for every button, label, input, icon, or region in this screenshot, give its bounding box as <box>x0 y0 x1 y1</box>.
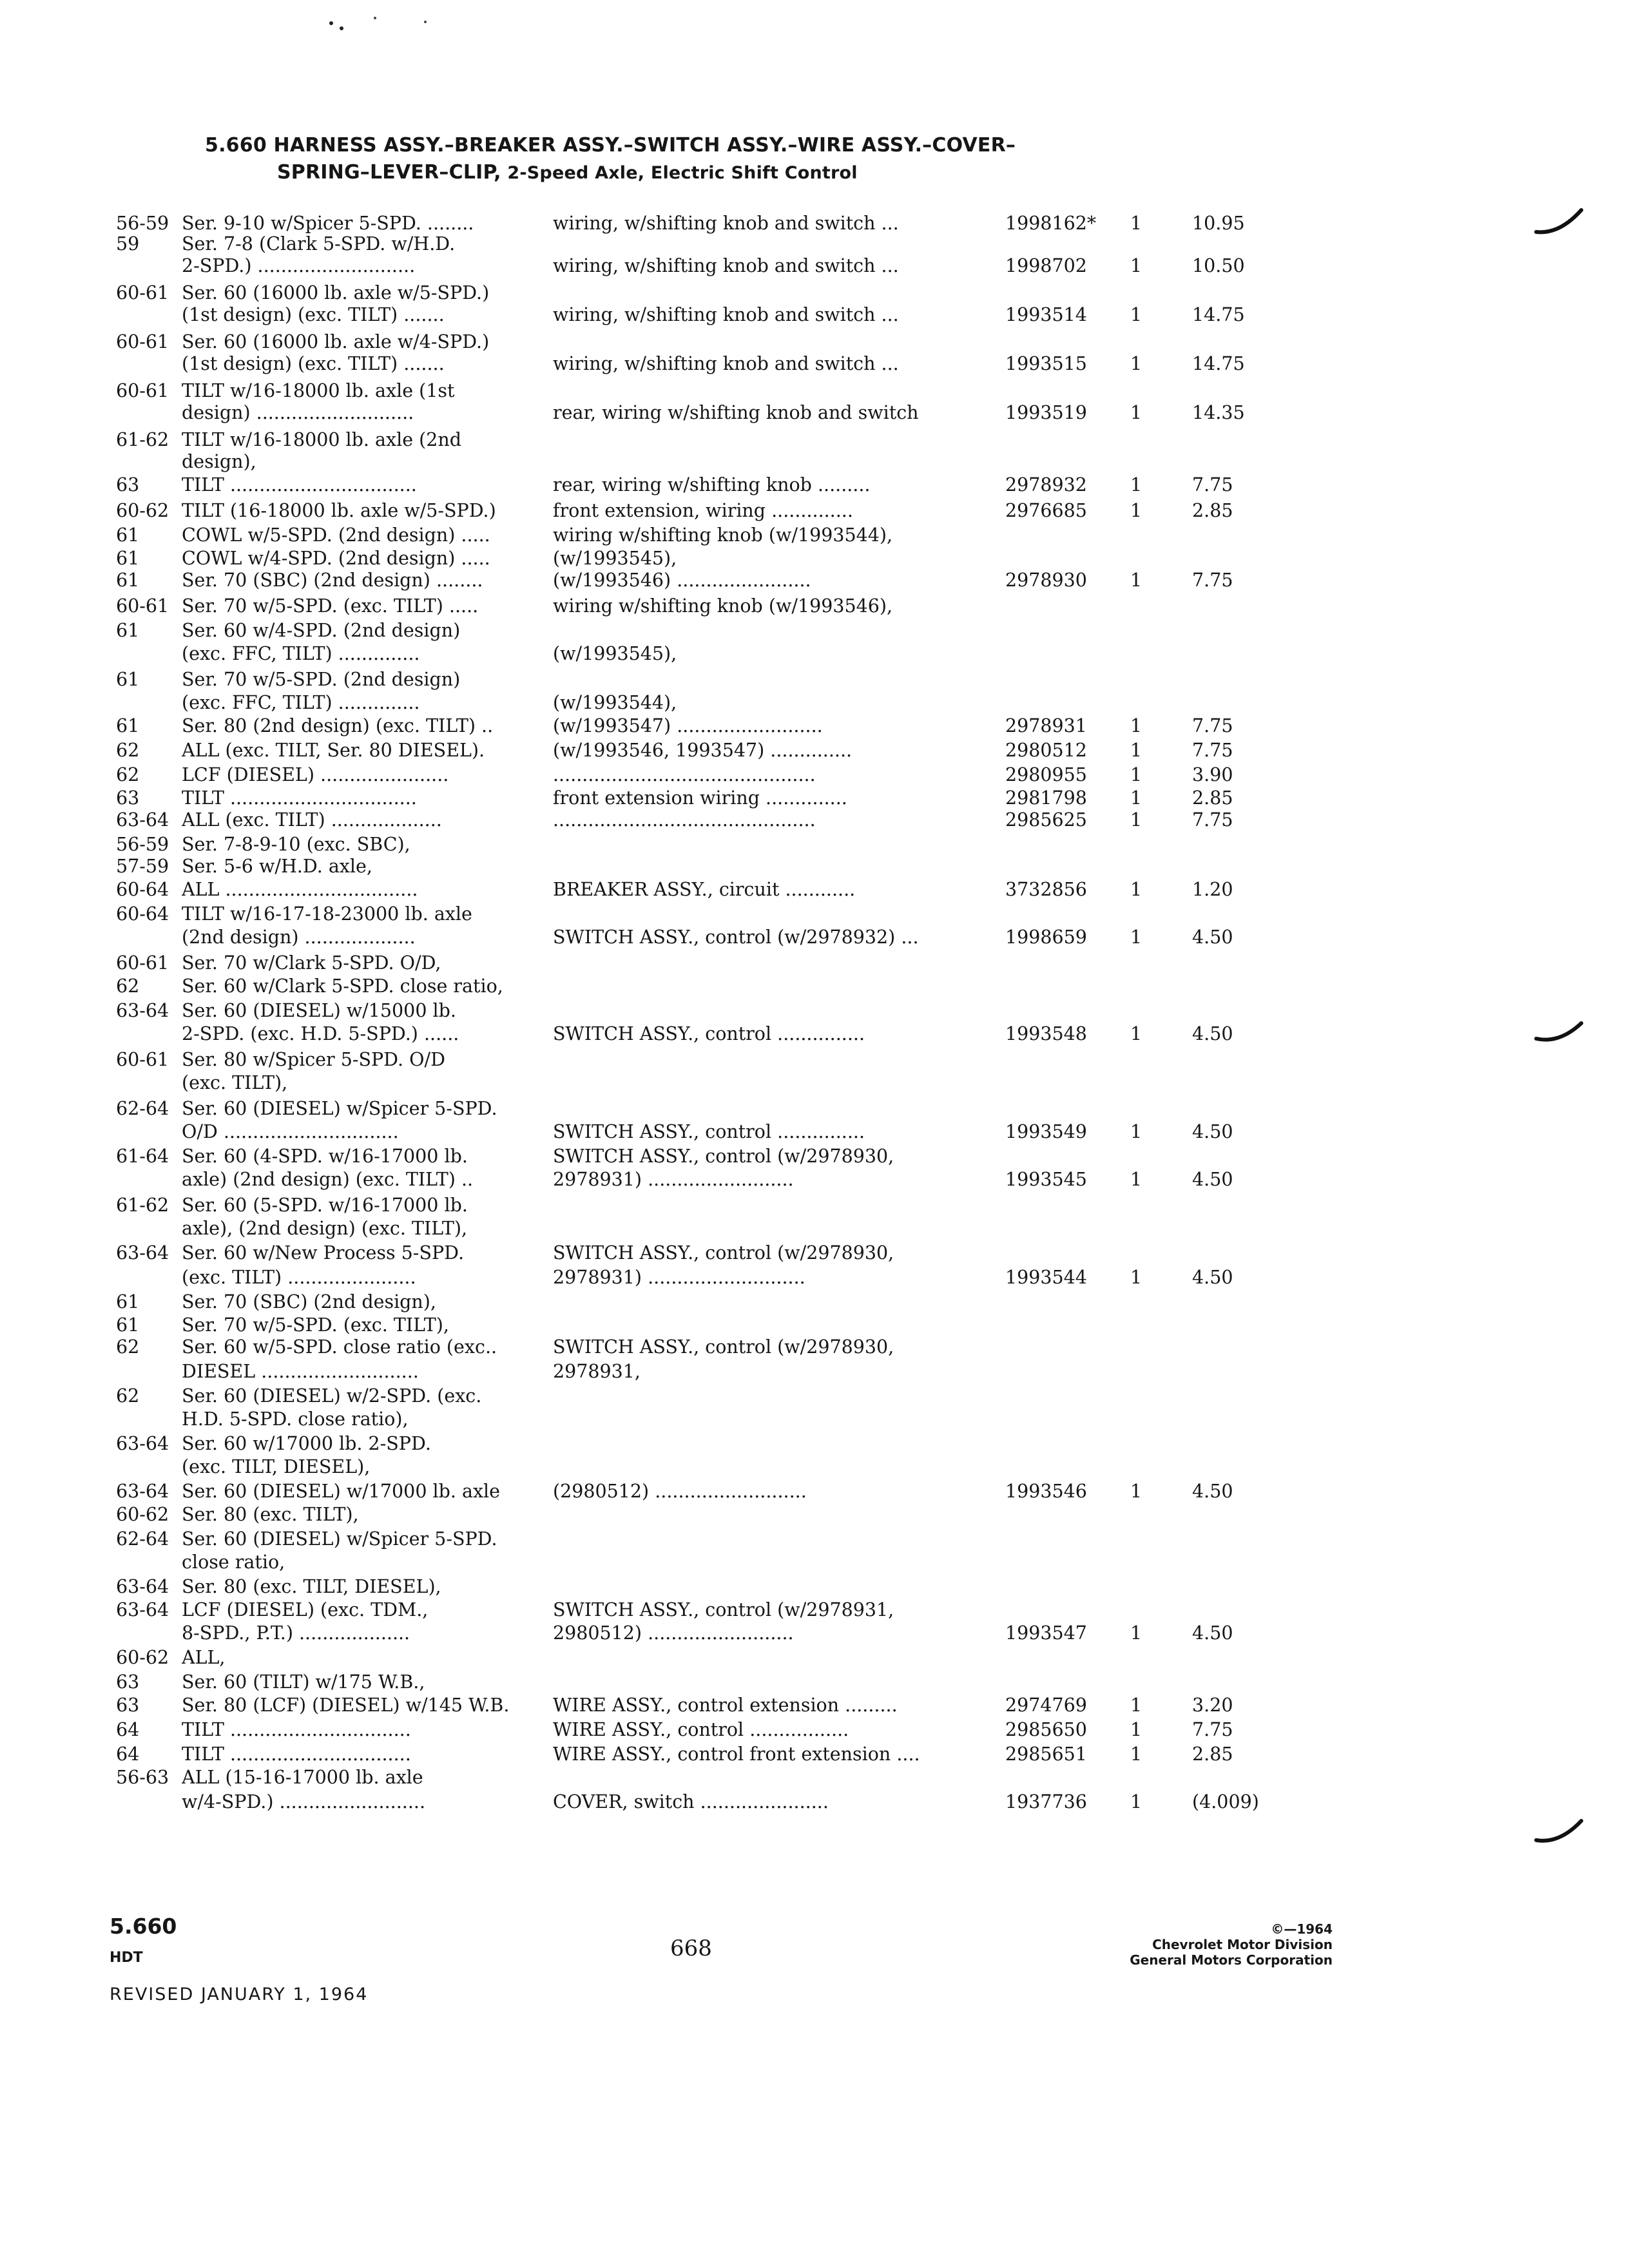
row-quantity: 1 <box>1130 255 1142 276</box>
row-application: Ser. 9-10 w/Spicer 5-SPD. ........ <box>182 213 474 234</box>
row-description: front extension wiring .............. <box>553 787 847 809</box>
row-years: 63-64 <box>116 1599 169 1620</box>
row-description: COVER, switch ...................... <box>553 1791 829 1812</box>
row-description: (w/1993545), <box>553 643 677 664</box>
row-application: (exc. TILT), <box>182 1072 288 1093</box>
row-application: Ser. 60 (DIESEL) w/Spicer 5-SPD. <box>182 1098 497 1119</box>
row-quantity: 1 <box>1130 715 1142 736</box>
row-years: 60-62 <box>116 500 169 521</box>
row-price: 14.75 <box>1192 304 1245 325</box>
row-application: design), <box>182 451 256 472</box>
row-price: 3.90 <box>1192 764 1233 785</box>
row-application: Ser. 80 (exc. TILT, DIESEL), <box>182 1576 441 1597</box>
row-application: Ser. 60 w/New Process 5-SPD. <box>182 1242 465 1264</box>
row-description: wiring, w/shifting knob and switch ... <box>553 255 899 276</box>
row-price: 14.35 <box>1192 402 1245 423</box>
row-price: 2.85 <box>1192 500 1233 521</box>
row-description: SWITCH ASSY., control ............... <box>553 1121 865 1142</box>
title-line2-bold: SPRING–LEVER–CLIP, <box>277 161 501 184</box>
copyright-corporation: General Motors Corporation <box>1130 1952 1333 1968</box>
row-years: 62 <box>116 764 140 785</box>
row-application: ALL (exc. TILT, Ser. 80 DIESEL). <box>182 740 485 761</box>
row-years: 62 <box>116 1336 140 1358</box>
row-price: 3.20 <box>1192 1695 1233 1716</box>
row-years: 56-59 <box>116 834 169 855</box>
row-application: H.D. 5-SPD. close ratio), <box>182 1408 409 1430</box>
row-application: Ser. 70 w/Clark 5-SPD. O/D, <box>182 952 441 974</box>
row-years: 63-64 <box>116 1000 169 1021</box>
row-description: rear, wiring w/shifting knob and switch <box>553 402 919 423</box>
row-quantity: 1 <box>1130 879 1142 900</box>
row-part-number: 2985625 <box>1005 809 1087 831</box>
row-description: (w/1993544), <box>553 692 677 713</box>
row-part-number: 1937736 <box>1005 1791 1087 1812</box>
row-years: 61-62 <box>116 1195 169 1216</box>
row-years: 61 <box>116 669 140 690</box>
row-part-number: 1998162* <box>1005 213 1097 234</box>
row-price: 4.50 <box>1192 927 1233 948</box>
footer-section-number: 5.660 <box>110 1914 177 1939</box>
row-application: 2-SPD.) ........................... <box>182 255 416 276</box>
row-description: 2980512) ......................... <box>553 1622 794 1644</box>
row-application: TILT ................................ <box>182 787 417 809</box>
row-description: wiring, w/shifting knob and switch ... <box>553 304 899 325</box>
row-years: 64 <box>116 1744 140 1765</box>
row-years: 62-64 <box>116 1528 169 1550</box>
row-application: (exc. FFC, TILT) .............. <box>182 643 420 664</box>
row-quantity: 1 <box>1130 927 1142 948</box>
row-price: 7.75 <box>1192 570 1233 591</box>
row-description: 2978931, <box>553 1361 641 1382</box>
row-price: 7.75 <box>1192 1719 1233 1740</box>
row-years: 57-59 <box>116 856 169 877</box>
row-description: front extension, wiring .............. <box>553 500 853 521</box>
row-application: Ser. 80 w/Spicer 5-SPD. O/D <box>182 1049 445 1070</box>
row-application: Ser. 60 w/4-SPD. (2nd design) <box>182 620 461 641</box>
row-description: wiring, w/shifting knob and switch ... <box>553 213 899 234</box>
row-application: TILT ............................... <box>182 1744 411 1765</box>
row-quantity: 1 <box>1130 1719 1142 1740</box>
row-price: 4.50 <box>1192 1023 1233 1044</box>
row-application: TILT w/16-18000 lb. axle (1st <box>182 380 455 401</box>
row-years: 64 <box>116 1719 140 1740</box>
row-application: Ser. 60 (DIESEL) w/Spicer 5-SPD. <box>182 1528 497 1550</box>
row-application: close ratio, <box>182 1552 285 1573</box>
row-part-number: 2980955 <box>1005 764 1087 785</box>
row-application: (exc. FFC, TILT) .............. <box>182 692 420 713</box>
row-application: ALL (15-16-17000 lb. axle <box>182 1767 423 1788</box>
section-title-line2 <box>277 161 858 184</box>
row-description: SWITCH ASSY., control (w/2978931, <box>553 1599 894 1620</box>
row-part-number: 2978932 <box>1005 474 1087 495</box>
row-quantity: 1 <box>1130 787 1142 809</box>
row-description: (2980512) .......................... <box>553 1481 807 1502</box>
row-quantity: 1 <box>1130 740 1142 761</box>
row-years: 60-61 <box>116 952 169 974</box>
row-years: 60-61 <box>116 1049 169 1070</box>
row-application: Ser. 60 (5-SPD. w/16-17000 lb. <box>182 1195 468 1216</box>
row-price: 10.95 <box>1192 213 1245 234</box>
row-years: 60-62 <box>116 1647 169 1668</box>
row-application: Ser. 7-8-9-10 (exc. SBC), <box>182 834 410 855</box>
row-quantity: 1 <box>1130 1267 1142 1288</box>
scan-speck-icon <box>322 13 438 39</box>
row-application: Ser. 80 (exc. TILT), <box>182 1504 359 1525</box>
row-part-number: 1998702 <box>1005 255 1087 276</box>
row-description: BREAKER ASSY., circuit ............ <box>553 879 856 900</box>
row-description: WIRE ASSY., control extension ......... <box>553 1695 898 1716</box>
row-quantity: 1 <box>1130 1169 1142 1190</box>
row-application: TILT ................................ <box>182 474 417 495</box>
row-description: (w/1993546, 1993547) .............. <box>553 740 853 761</box>
row-description: 2978931) ........................... <box>553 1267 805 1288</box>
row-price: 4.50 <box>1192 1622 1233 1644</box>
row-application: LCF (DIESEL) (exc. TDM., <box>182 1599 429 1620</box>
row-description: SWITCH ASSY., control (w/2978930, <box>553 1146 894 1167</box>
row-application: Ser. 60 w/17000 lb. 2-SPD. <box>182 1433 431 1454</box>
row-price: 7.75 <box>1192 474 1233 495</box>
row-quantity: 1 <box>1130 764 1142 785</box>
row-years: 61 <box>116 570 140 591</box>
row-years: 60-61 <box>116 331 169 352</box>
row-part-number: 1993514 <box>1005 304 1087 325</box>
row-description: SWITCH ASSY., control (w/2978930, <box>553 1242 894 1264</box>
row-years: 62 <box>116 740 140 761</box>
row-application: Ser. 60 (16000 lb. axle w/4-SPD.) <box>182 331 490 352</box>
row-description: SWITCH ASSY., control (w/2978932) ... <box>553 927 919 948</box>
title-line2-rest: 2-Speed Axle, Electric Shift Control <box>501 163 858 183</box>
row-description: (w/1993547) ......................... <box>553 715 823 736</box>
scan-mark-icon <box>1534 206 1585 238</box>
row-application: COWL w/4-SPD. (2nd design) ..... <box>182 548 490 569</box>
row-description: SWITCH ASSY., control ............... <box>553 1023 865 1044</box>
row-price: 7.75 <box>1192 740 1233 761</box>
row-application: LCF (DIESEL) ...................... <box>182 764 449 785</box>
row-quantity: 1 <box>1130 570 1142 591</box>
row-price: 4.50 <box>1192 1267 1233 1288</box>
row-application: axle), (2nd design) (exc. TILT), <box>182 1218 468 1239</box>
row-part-number: 2978931 <box>1005 715 1087 736</box>
row-part-number: 1993515 <box>1005 353 1087 374</box>
page-number: 668 <box>670 1936 712 1961</box>
row-years: 56-63 <box>116 1767 169 1788</box>
row-years: 60-61 <box>116 282 169 303</box>
row-years: 63 <box>116 474 140 495</box>
row-price: 4.50 <box>1192 1481 1233 1502</box>
row-part-number: 2985651 <box>1005 1744 1087 1765</box>
row-application: Ser. 70 w/5-SPD. (exc. TILT), <box>182 1314 449 1336</box>
row-application: Ser. 70 (SBC) (2nd design) ........ <box>182 570 483 591</box>
row-application: (1st design) (exc. TILT) ....... <box>182 304 445 325</box>
row-application: TILT w/16-17-18-23000 lb. axle <box>182 903 472 925</box>
row-application: O/D .............................. <box>182 1121 399 1142</box>
row-part-number: 2976685 <box>1005 500 1087 521</box>
row-part-number: 1998659 <box>1005 927 1087 948</box>
row-application: 2-SPD. (exc. H.D. 5-SPD.) ...... <box>182 1023 459 1044</box>
row-quantity: 1 <box>1130 1744 1142 1765</box>
row-years: 60-64 <box>116 879 169 900</box>
row-years: 61-62 <box>116 429 169 450</box>
row-years: 63 <box>116 1671 140 1693</box>
row-application: DIESEL ........................... <box>182 1361 419 1382</box>
row-price: 1.20 <box>1192 879 1233 900</box>
row-application: Ser. 5-6 w/H.D. axle, <box>182 856 372 877</box>
row-price: 14.75 <box>1192 353 1245 374</box>
row-part-number: 2980512 <box>1005 740 1087 761</box>
row-description: (w/1993546) ....................... <box>553 570 811 591</box>
row-quantity: 1 <box>1130 1791 1142 1812</box>
row-description: rear, wiring w/shifting knob ......... <box>553 474 871 495</box>
row-application: Ser. 70 (SBC) (2nd design), <box>182 1291 436 1312</box>
row-price: 2.85 <box>1192 787 1233 809</box>
row-part-number: 2974769 <box>1005 1695 1087 1716</box>
row-years: 61 <box>116 524 140 546</box>
row-application: Ser. 60 (DIESEL) w/17000 lb. axle <box>182 1481 501 1502</box>
row-part-number: 1993549 <box>1005 1121 1087 1142</box>
footer-revised-date: REVISED JANUARY 1, 1964 <box>110 1984 369 2004</box>
row-application: Ser. 80 (LCF) (DIESEL) w/145 W.B. <box>182 1695 510 1716</box>
row-application: Ser. 60 (DIESEL) w/2-SPD. (exc. <box>182 1385 482 1407</box>
row-description: wiring, w/shifting knob and switch ... <box>553 353 899 374</box>
row-years: 61 <box>116 620 140 641</box>
row-description: ............................................. <box>553 764 816 785</box>
row-quantity: 1 <box>1130 809 1142 831</box>
row-years: 62 <box>116 975 140 997</box>
row-years: 61 <box>116 1291 140 1312</box>
row-years: 61 <box>116 548 140 569</box>
row-description: 2978931) ......................... <box>553 1169 794 1190</box>
row-part-number: 2981798 <box>1005 787 1087 809</box>
row-part-number: 1993544 <box>1005 1267 1087 1288</box>
row-part-number: 1993545 <box>1005 1169 1087 1190</box>
row-application: Ser. 60 w/5-SPD. close ratio (exc.. <box>182 1336 497 1358</box>
row-description: SWITCH ASSY., control (w/2978930, <box>553 1336 894 1358</box>
row-application: (1st design) (exc. TILT) ....... <box>182 353 445 374</box>
row-years: 60-62 <box>116 1504 169 1525</box>
row-application: axle) (2nd design) (exc. TILT) .. <box>182 1169 474 1190</box>
row-quantity: 1 <box>1130 213 1142 234</box>
row-part-number: 2978930 <box>1005 570 1087 591</box>
row-years: 63 <box>116 787 140 809</box>
row-application: TILT w/16-18000 lb. axle (2nd <box>182 429 461 450</box>
row-part-number: 1993547 <box>1005 1622 1087 1644</box>
row-years: 59 <box>116 233 140 255</box>
row-price: 4.50 <box>1192 1121 1233 1142</box>
row-price: 7.75 <box>1192 809 1233 831</box>
row-application: TILT (16-18000 lb. axle w/5-SPD.) <box>182 500 496 521</box>
section-title-line1: 5.660 HARNESS ASSY.–BREAKER ASSY.–SWITCH ASSY.–WIRE ASSY.–COVER– <box>205 134 1016 157</box>
row-years: 63-64 <box>116 1433 169 1454</box>
row-application: Ser. 70 w/5-SPD. (2nd design) <box>182 669 461 690</box>
row-quantity: 1 <box>1130 500 1142 521</box>
row-application: Ser. 7-8 (Clark 5-SPD. w/H.D. <box>182 233 456 255</box>
row-application: ALL (exc. TILT) ................... <box>182 809 442 831</box>
row-application: (2nd design) ................... <box>182 927 416 948</box>
row-application: Ser. 60 w/Clark 5-SPD. close ratio, <box>182 975 503 997</box>
row-years: 62 <box>116 1385 140 1407</box>
row-application: TILT ............................... <box>182 1719 411 1740</box>
copyright: ©—1964 <box>1271 1921 1333 1937</box>
row-price: 7.75 <box>1192 715 1233 736</box>
row-quantity: 1 <box>1130 1695 1142 1716</box>
row-application: (exc. TILT, DIESEL), <box>182 1456 371 1477</box>
row-years: 61-64 <box>116 1146 169 1167</box>
footer-code: HDT <box>110 1950 143 1966</box>
row-price: 2.85 <box>1192 1744 1233 1765</box>
row-application: Ser. 60 (16000 lb. axle w/5-SPD.) <box>182 282 490 303</box>
copyright-division: Chevrolet Motor Division <box>1152 1937 1333 1952</box>
row-price: 4.50 <box>1192 1169 1233 1190</box>
row-price: 10.50 <box>1192 255 1245 276</box>
row-application: Ser. 60 (DIESEL) w/15000 lb. <box>182 1000 456 1021</box>
row-application: Ser. 70 w/5-SPD. (exc. TILT) ..... <box>182 595 479 617</box>
row-part-number: 1993546 <box>1005 1481 1087 1502</box>
row-years: 56-59 <box>116 213 169 234</box>
row-quantity: 1 <box>1130 1481 1142 1502</box>
row-application: design) ........................... <box>182 402 414 423</box>
row-part-number: 3732856 <box>1005 879 1087 900</box>
row-quantity: 1 <box>1130 304 1142 325</box>
row-description: (w/1993545), <box>553 548 677 569</box>
row-application: COWL w/5-SPD. (2nd design) ..... <box>182 524 490 546</box>
scan-mark-icon <box>1534 1018 1585 1050</box>
row-price: (4.009) <box>1192 1791 1259 1812</box>
row-years: 63-64 <box>116 809 169 831</box>
row-quantity: 1 <box>1130 402 1142 423</box>
row-description: wiring w/shifting knob (w/1993546), <box>553 595 893 617</box>
row-years: 60-61 <box>116 595 169 617</box>
row-quantity: 1 <box>1130 1622 1142 1644</box>
row-part-number: 2985650 <box>1005 1719 1087 1740</box>
scan-mark-icon <box>1534 1817 1585 1849</box>
row-application: ALL ................................. <box>182 879 418 900</box>
row-years: 60-61 <box>116 380 169 401</box>
row-years: 62-64 <box>116 1098 169 1119</box>
row-years: 60-64 <box>116 903 169 925</box>
row-years: 63-64 <box>116 1242 169 1264</box>
row-part-number: 1993519 <box>1005 402 1087 423</box>
row-quantity: 1 <box>1130 353 1142 374</box>
row-years: 63 <box>116 1695 140 1716</box>
row-years: 61 <box>116 715 140 736</box>
row-description: WIRE ASSY., control front extension .... <box>553 1744 920 1765</box>
row-description: ............................................. <box>553 809 816 831</box>
row-quantity: 1 <box>1130 474 1142 495</box>
row-description: WIRE ASSY., control ................. <box>553 1719 849 1740</box>
row-application: ALL, <box>182 1647 226 1668</box>
row-application: w/4-SPD.) ......................... <box>182 1791 426 1812</box>
row-application: (exc. TILT) ...................... <box>182 1267 416 1288</box>
row-application: Ser. 60 (TILT) w/175 W.B., <box>182 1671 425 1693</box>
row-years: 61 <box>116 1314 140 1336</box>
row-part-number: 1993548 <box>1005 1023 1087 1044</box>
row-application: 8-SPD., P.T.) ................... <box>182 1622 410 1644</box>
row-description: wiring w/shifting knob (w/1993544), <box>553 524 893 546</box>
row-quantity: 1 <box>1130 1023 1142 1044</box>
row-years: 63-64 <box>116 1576 169 1597</box>
row-years: 63-64 <box>116 1481 169 1502</box>
row-application: Ser. 80 (2nd design) (exc. TILT) .. <box>182 715 494 736</box>
row-application: Ser. 60 (4-SPD. w/16-17000 lb. <box>182 1146 468 1167</box>
row-quantity: 1 <box>1130 1121 1142 1142</box>
